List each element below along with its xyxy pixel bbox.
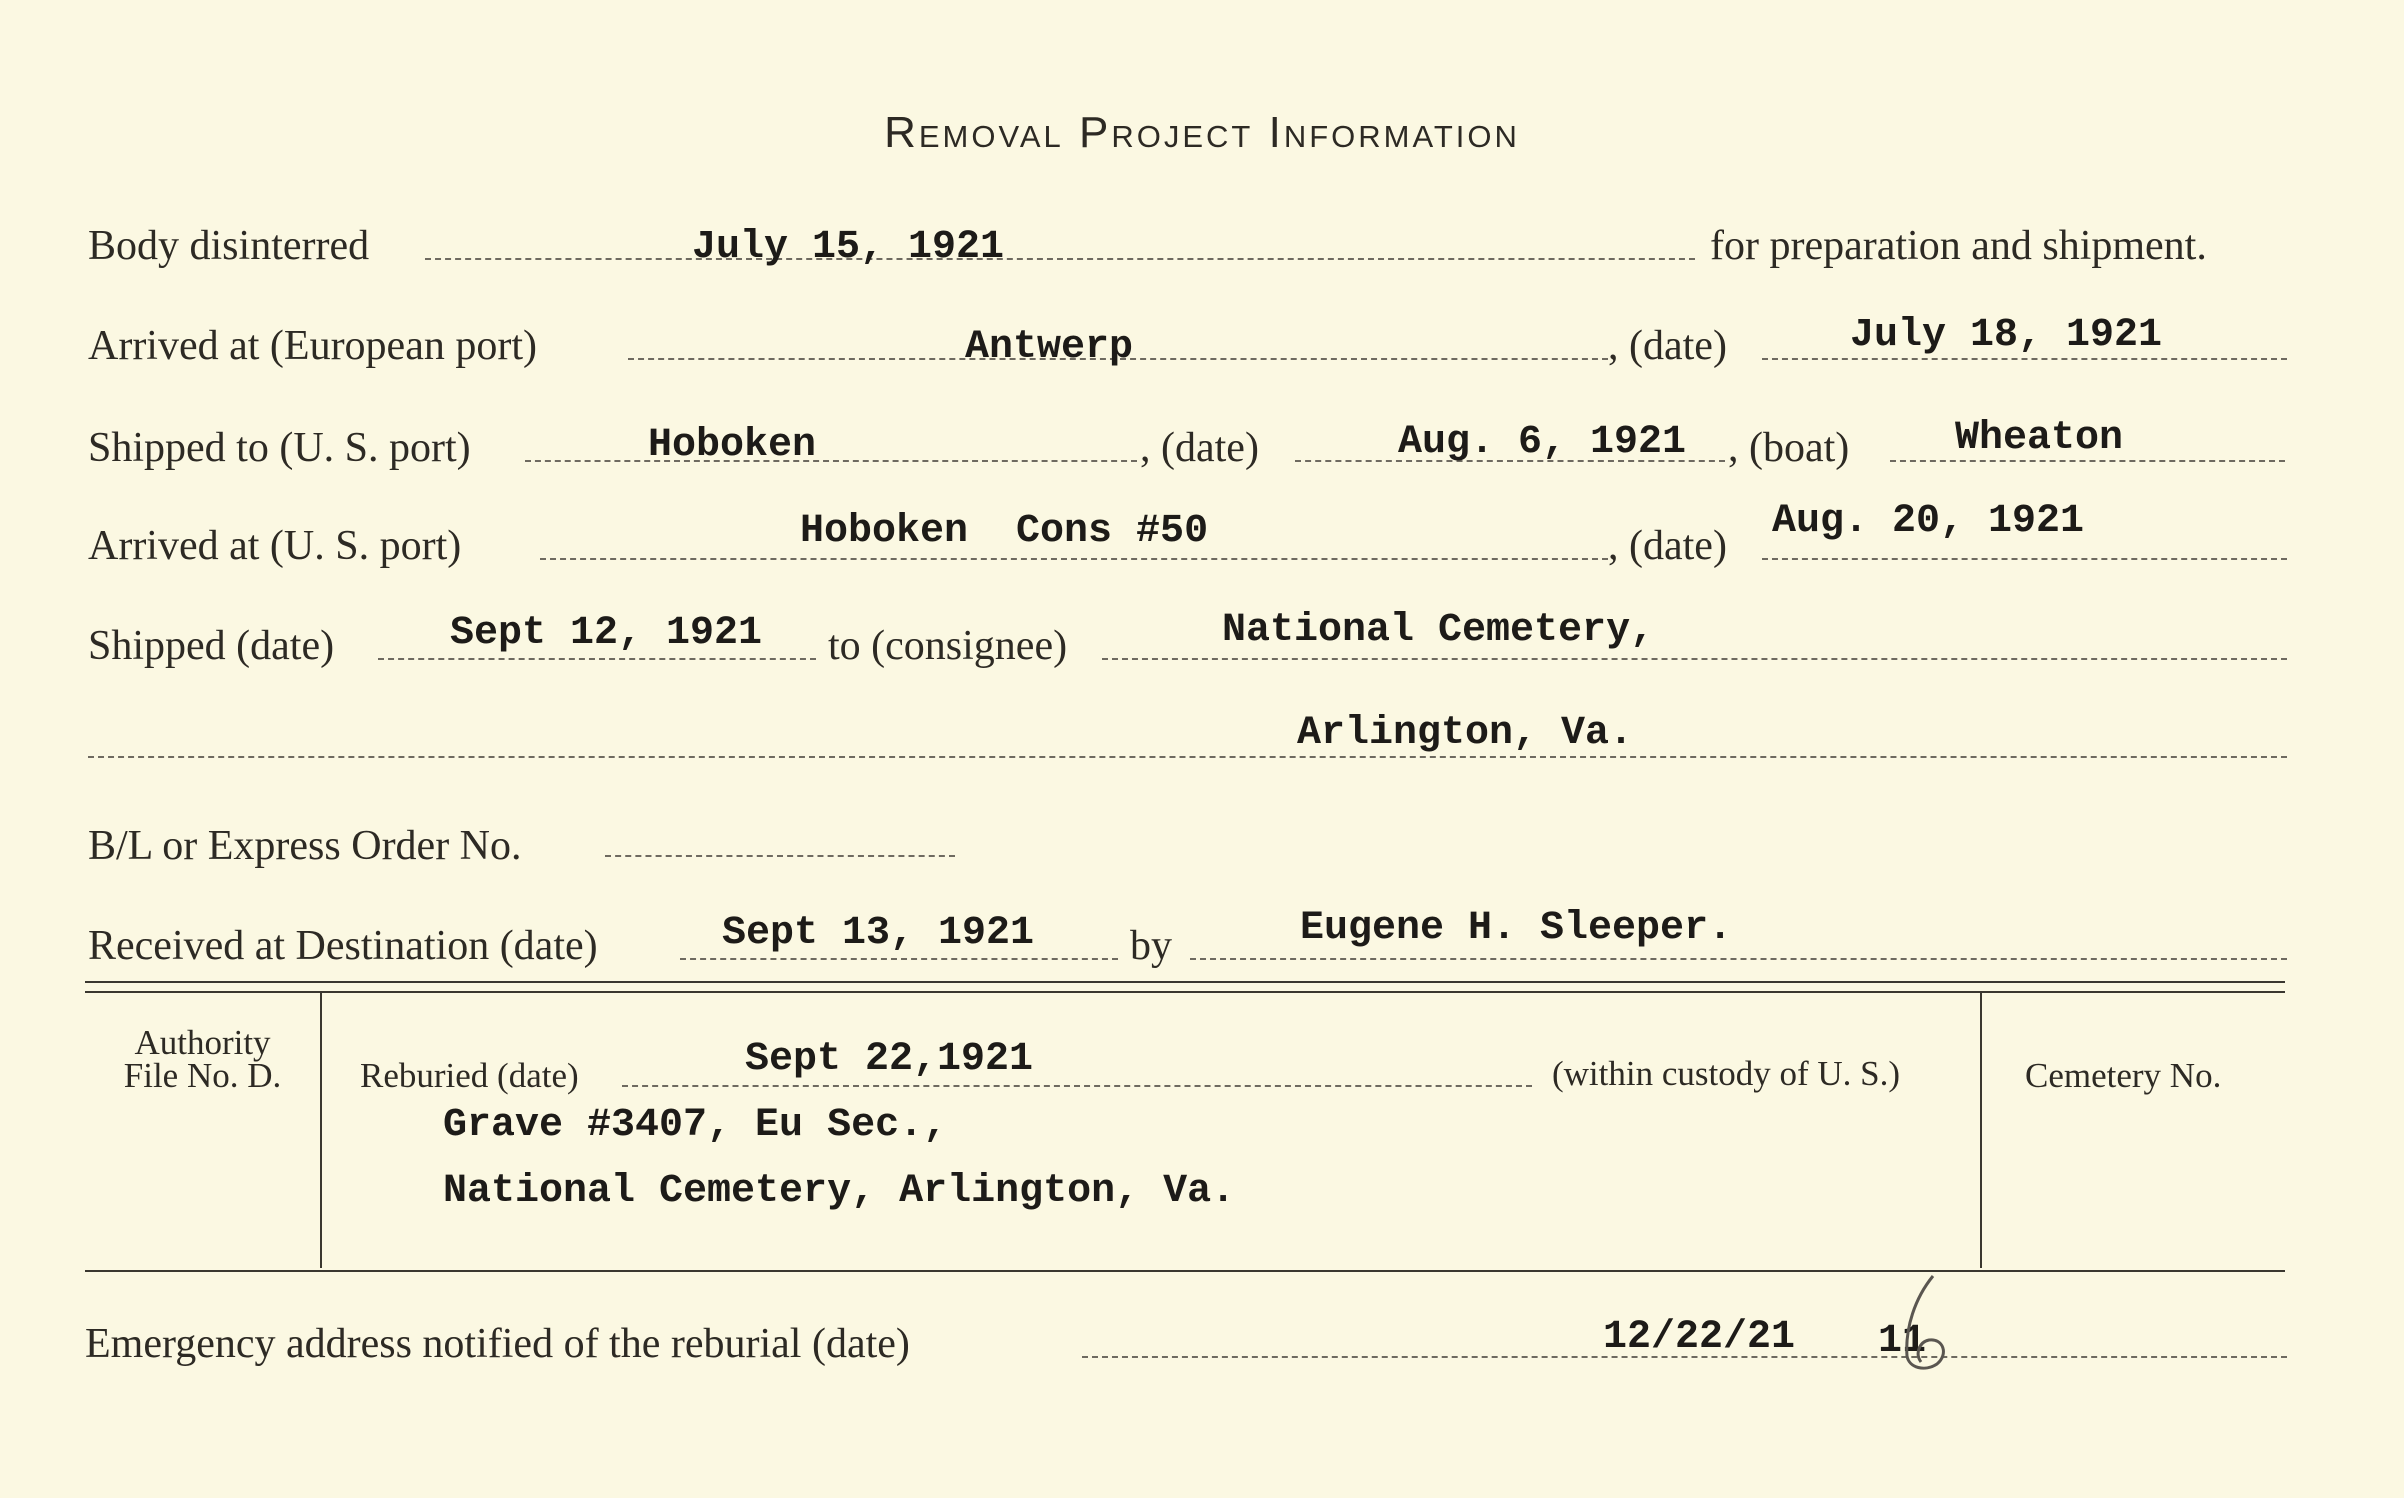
body-disinterred-value: July 15, 1921: [692, 225, 1005, 270]
arrived-us-value: Hoboken Cons #50: [800, 509, 1209, 554]
box-divider-left: [320, 993, 322, 1268]
emergency-note: 11: [1878, 1319, 1927, 1364]
shipped-us-date: Aug. 6, 1921: [1398, 420, 1687, 465]
arrived-us-date-label: , (date): [1608, 523, 1727, 569]
emergency-label: Emergency address notified of the reburial (date): [85, 1321, 910, 1367]
fill-line: [605, 855, 955, 857]
arrived-us-label: Arrived at (U. S. port): [88, 523, 462, 569]
cemetery-no-label: Cemetery No.: [2025, 1056, 2222, 1095]
fill-line: [378, 658, 816, 660]
emergency-date: 12/22/21: [1603, 1315, 1796, 1360]
reburied-label: Reburied (date): [360, 1056, 579, 1095]
body-disinterred-label: Body disinterred: [88, 223, 370, 269]
arrived-european-label: Arrived at (European port): [88, 323, 537, 369]
fill-line: [622, 1085, 1532, 1087]
received-by: Eugene H. Sleeper.: [1300, 906, 1733, 951]
reburied-date: Sept 22,1921: [745, 1037, 1034, 1082]
fill-line: [680, 958, 1118, 960]
double-rule-bottom: [85, 991, 2285, 993]
fill-line: [1762, 358, 2287, 360]
fill-line: [525, 460, 1137, 462]
consignee-line-2: Arlington, Va.: [1297, 711, 1634, 756]
fill-line: [1762, 558, 2287, 560]
received-date: Sept 13, 1921: [722, 911, 1035, 956]
consignee-label: to (consignee): [828, 623, 1068, 669]
fill-line: [540, 558, 1608, 560]
body-disinterred-suffix: for preparation and shipment.: [1710, 223, 2207, 269]
fill-line: [1102, 658, 2287, 660]
consignee-line-1: National Cemetery,: [1222, 608, 1655, 653]
shipped-us-value: Hoboken: [648, 423, 817, 468]
handwritten-mark-icon: [1885, 1268, 1975, 1378]
arrived-european-date: July 18, 1921: [1850, 313, 2163, 358]
fill-line: [425, 258, 1695, 260]
shipped-date: Sept 12, 1921: [450, 611, 763, 656]
shipped-us-date-label: , (date): [1140, 425, 1259, 471]
shipped-date-label: Shipped (date): [88, 623, 335, 669]
shipped-us-boat-label: , (boat): [1728, 425, 1850, 471]
received-by-label: by: [1130, 923, 1172, 969]
shipped-us-boat: Wheaton: [1955, 416, 2124, 461]
card-title: Removal Project Information: [884, 108, 1520, 157]
received-label: Received at Destination (date): [88, 923, 598, 969]
custody-label: (within custody of U. S.): [1552, 1054, 1901, 1093]
arrived-european-date-label: , (date): [1608, 323, 1727, 369]
fill-line: [88, 756, 2287, 758]
double-rule-top: [85, 981, 2285, 983]
grave-line-1: Grave #3407, Eu Sec.,: [443, 1103, 948, 1148]
shipped-us-label: Shipped to (U. S. port): [88, 425, 471, 471]
box-divider-right: [1980, 993, 1982, 1268]
fill-line: [1190, 958, 2287, 960]
authority-file-label: File No. D.: [123, 1056, 282, 1095]
bl-order-label: B/L or Express Order No.: [88, 823, 522, 869]
grave-line-2: National Cemetery, Arlington, Va.: [443, 1169, 1236, 1214]
authority-label: Authority: [134, 1023, 271, 1062]
arrived-us-date: Aug. 20, 1921: [1772, 499, 2085, 544]
arrived-european-value: Antwerp: [965, 325, 1134, 370]
